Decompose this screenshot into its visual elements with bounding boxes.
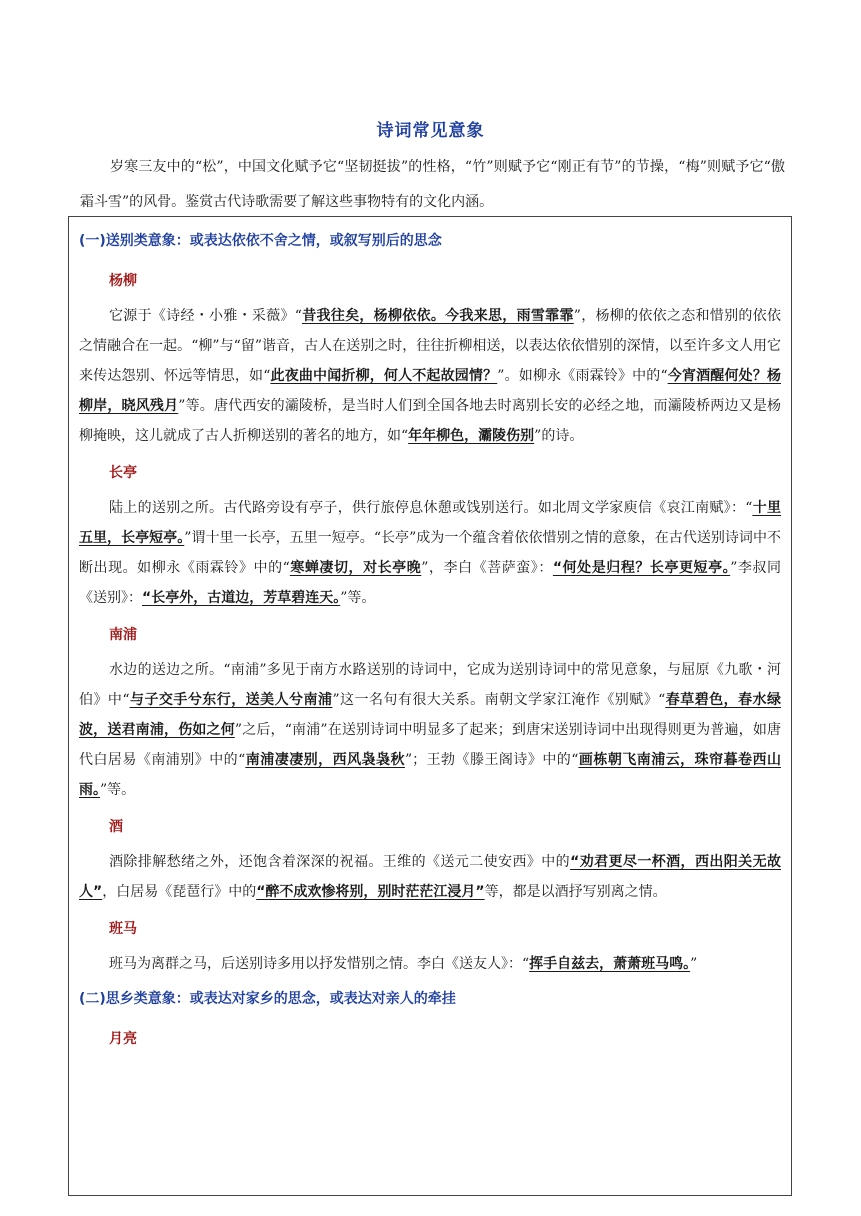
quote: 此夜曲中闻折柳，何人不起故园情？ — [270, 368, 498, 384]
imagery-title-yangliu: 杨柳 — [109, 273, 137, 289]
quote: “何处是归程？长亭更短亭。 — [552, 560, 731, 576]
quote: 与子交手兮东行，送美人兮南浦 — [129, 692, 333, 708]
section-heading-farewell: (一)送别类意象：或表达依依不舍之情，或叙写别后的思念 — [79, 233, 442, 249]
content-box — [68, 216, 792, 1196]
imagery-paragraph-yangliu: 它源于《诗经・小雅・采薇》“昔我往矣，杨柳依依。今我来思，雨雪霏霏”，杨柳的依依之态和惜别的依依之情融合在一起。“柳”与“留”谐音，古人在送别之时，往往折柳相送，以表达依依惜别的深情，以至许多文人用它来传达怨别、怀远等情思，如“此夜曲中闻折柳，何人不起故园情？”。如柳永《雨霖铃》中的“今宵酒醒何处？杨柳岸，晓风残月”等。唐代西安的灞陵桥，是当时人们到全国各地去时离别长安的必经之地，而灞陵桥两边又是杨柳掩映，这儿就成了古人折柳送别的著名的地方，如“年年柳色，灞陵伤别”的诗。 — [79, 308, 782, 444]
quote: 春草碧色，春水绿波，送君南浦，伤如之何 — [79, 692, 781, 738]
imagery-paragraph-nanpu: 水边的送边之所。“南浦”多见于南方水路送别的诗词中，它成为送别诗词中的常见意象，与屈原《九歌・河伯》中“与子交手兮东行，送美人兮南浦”这一名句有很大关系。南朝文学家江淹作《别赋》“春草碧色，春水绿波，送君南浦，伤如之何”之后，“南浦”在送别诗词中明显多了起来；到唐宋送别诗词中出现得则更为普遍，如唐代白居易《南浦别》中的“南浦凄凄别，西风袅袅秋”；王勃《滕王阁诗》中的“画栋朝飞南浦云，珠帘暮卷西山雨。”等。 — [79, 662, 781, 798]
quote: 今宵酒醒何处？杨柳岸，晓风残月 — [79, 368, 781, 414]
quote: 寒蝉凄切，对长亭晚 — [289, 560, 422, 576]
imagery-paragraph-changting: 陆上的送别之所。古代路旁设有亭子，供行旅停息休憩或饯别送行。如北周文学家庾信《哀江南赋》：“十里五里，长亭短亭。”谓十里一长亭，五里一短亭。“长亭”成为一个蕴含着依依惜别之情的意象，在古代送别诗词中不断出现。如柳永《雨霖铃》中的“寒蝉凄切，对长亭晚”，李白《菩萨蛮》：“何处是归程？长亭更短亭。”李叔同《送别》：“长亭外，古道边，芳草碧连天。”等。 — [79, 500, 782, 606]
imagery-title-jiu: 酒 — [109, 819, 123, 835]
quote: “醉不成欢惨将别，别时茫茫江浸月” — [256, 884, 485, 900]
quote: 昔我往矣，杨柳依依。今我来思，雨雪霏霏 — [301, 308, 574, 324]
quote: 十里五里，长亭短亭。 — [79, 500, 782, 546]
imagery-title-banma: 班马 — [109, 921, 137, 937]
intro-paragraph: 岁寒三友中的“松”，中国文化赋予它“坚韧挺拔”的性格，“竹”则赋予它“刚正有节”的节操，“梅”则赋予它“傲霜斗雪”的风骨。鉴赏古代诗歌需要了解这些事物特有的文化内涵。 — [80, 159, 785, 210]
imagery-paragraph-banma: 班马为离群之马，后送别诗多用以抒发惜别之情。李白《送友人》：“挥手自兹去，萧萧班马鸣。” — [109, 956, 698, 972]
quote: 挥手自兹去，萧萧班马鸣。 — [529, 956, 691, 972]
quote: 画栋朝飞南浦云，珠帘暮卷西山雨。 — [79, 752, 781, 798]
quote: 南浦凄凄别，西风袅袅秋 — [245, 752, 405, 768]
quote: “长亭外，古道边，芳草碧连天。 — [142, 590, 341, 606]
imagery-paragraph-jiu: 酒除排解愁绪之外，还饱含着深深的祝福。王维的《送元二使安西》中的“劝君更尽一杯酒，西出阳关无故人”，白居易《琵琶行》中的“醉不成欢惨将别，别时茫茫江浸月”等，都是以酒抒写别离之情。 — [79, 854, 781, 900]
quote: 年年柳色，灞陵伤别 — [408, 428, 535, 444]
imagery-title-yueliang: 月亮 — [109, 1031, 137, 1047]
section-heading-homesick: (二)思乡类意象：或表达对家乡的思念，或表达对亲人的牵挂 — [79, 991, 456, 1007]
imagery-title-nanpu: 南浦 — [109, 627, 137, 643]
quote: “劝君更尽一杯酒，西出阳关无故人” — [79, 854, 781, 900]
imagery-title-changting: 长亭 — [109, 465, 137, 481]
page-title: 诗词常见意象 — [376, 121, 485, 141]
